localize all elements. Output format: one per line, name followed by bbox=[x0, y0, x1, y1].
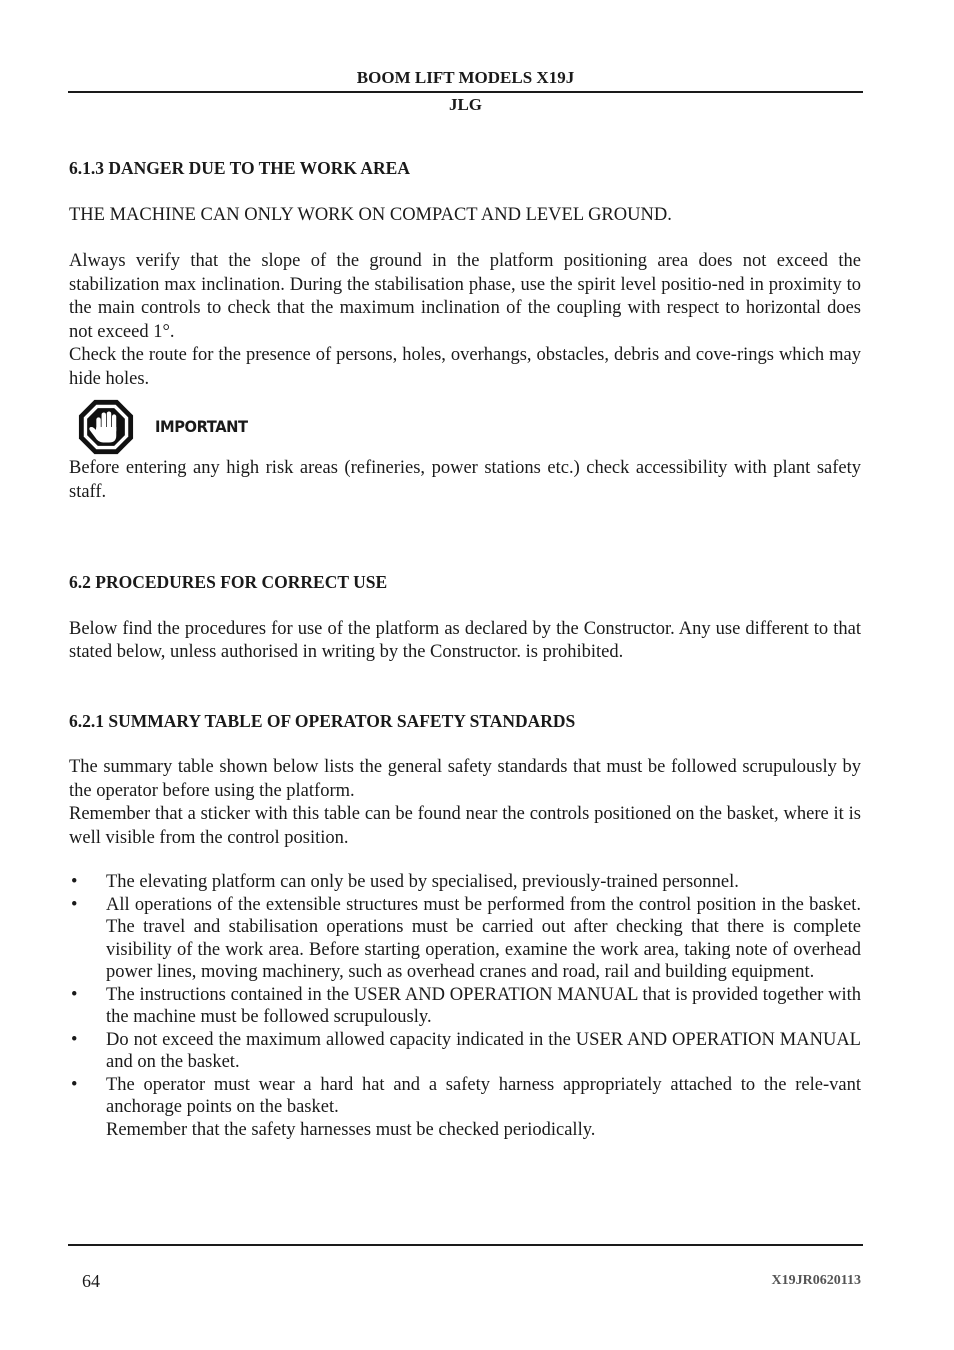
important-notice bbox=[77, 397, 861, 457]
footer-divider bbox=[68, 1244, 863, 1246]
paragraph-check-route: Check the route for the presence of persons, holes, overhangs, obstacles, debris and cove-rings which may hide holes. bbox=[69, 345, 861, 389]
section-heading-6-1-3: 6.1.3 DANGER DUE TO THE WORK AREA bbox=[69, 158, 410, 178]
important-label: IMPORTANT bbox=[155, 417, 248, 437]
section-heading-6-2-1: 6.2.1 SUMMARY TABLE OF OPERATOR SAFETY STANDARDS bbox=[69, 710, 576, 731]
list-item: • Do not exceed the maximum allowed capacity indicated in the USER AND OPERATION MANUAL and on the basket. bbox=[71, 1029, 861, 1072]
paragraph-summary-table: The summary table shown below lists the general safety standards that must be followed scrupulously by the operator before using the platform. bbox=[69, 757, 861, 801]
section-heading-6-2: 6.2 PROCEDURES FOR CORRECT USE bbox=[69, 572, 388, 592]
list-item: • All operations of the extensible structures must be performed from the control position in the basket. The travel and stabilisation operations must be carried out after checking that there is complete visibility of the work area. Before starting operation, examine the work area, taking note of overhead power lines, moving machinery, such as overhead cranes and road, rail and building equipment. bbox=[71, 894, 861, 982]
header-divider bbox=[68, 91, 863, 93]
list-item: • The instructions contained in the USER AND OPERATION MANUAL that is provided together with the machine must be followed scrupulously. bbox=[71, 984, 861, 1027]
paragraph-procedures: Below find the procedures for use of the platform as declared by the Constructor. Any use different to that stated below, unless authorised in writing by the Constructor. is prohibited. bbox=[69, 618, 861, 662]
list-item: • The elevating platform can only be used by specialised, previously-trained personnel. bbox=[71, 872, 739, 892]
list-item: • The operator must wear a hard hat and a safety harness appropriately attached to the rele-vant anchorage points on the basket. Remember that the safety harnesses must be checked periodically. bbox=[71, 1074, 861, 1140]
paragraph-level-ground: THE MACHINE CAN ONLY WORK ON COMPACT AND LEVEL GROUND. bbox=[69, 204, 672, 225]
document-code: X19JR0620113 bbox=[771, 1273, 861, 1288]
stop-hand-icon bbox=[77, 398, 135, 456]
paragraph-high-risk-areas: Before entering any high risk areas (refineries, power stations etc.) check accessibility with plant safety staff. bbox=[69, 458, 861, 502]
header-brand: JLG bbox=[448, 95, 483, 114]
safety-standards-list bbox=[69, 871, 861, 1141]
page-content bbox=[69, 157, 861, 1141]
header-title: BOOM LIFT MODELS X19J bbox=[356, 68, 575, 87]
paragraph-slope-verify: Always verify that the slope of the ground in the platform positioning area does not exceed the stabilization max inclination. During the stabilisation phase, use the spirit level positio-ned in proximity to the main controls to check that the maximum inclination of the coupling with respect to horizontal does not exceed 1°. bbox=[69, 251, 861, 342]
paragraph-sticker: Remember that a sticker with this table can be found near the controls positioned on the basket, where it is well visible from the control position. bbox=[69, 804, 861, 848]
harness-check-note: Remember that the safety harnesses must be checked periodically. bbox=[106, 1119, 596, 1140]
page-number: 64 bbox=[82, 1271, 100, 1291]
